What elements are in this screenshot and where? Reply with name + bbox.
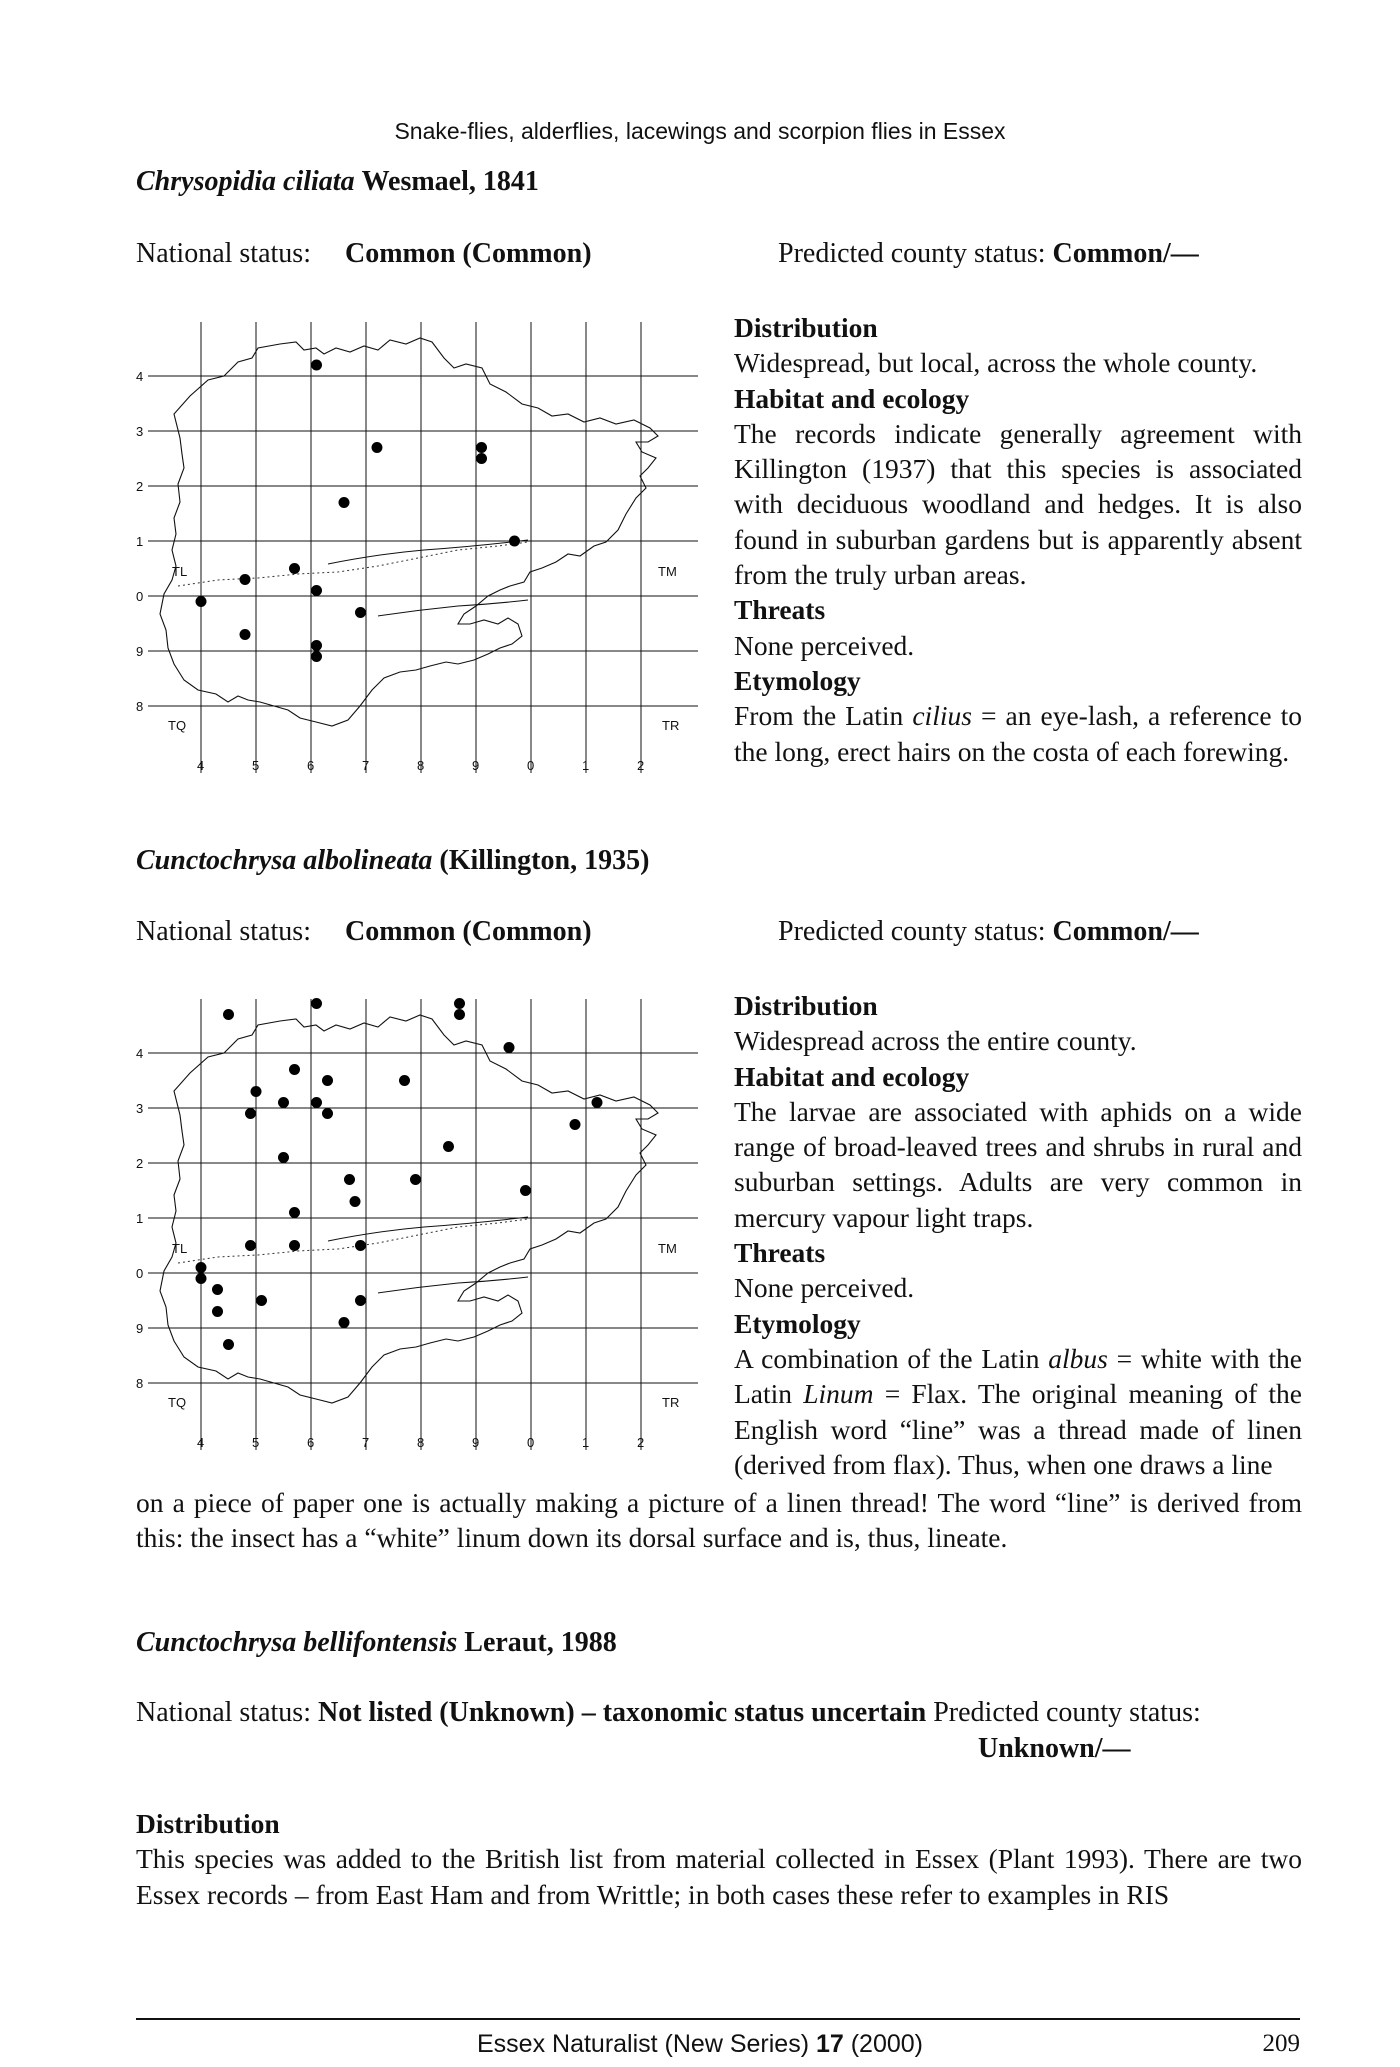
species-text [734, 310, 1302, 769]
record-dot [289, 1207, 300, 1218]
running-head: Snake-flies, alderflies, lacewings and scorpion flies in Essex [394, 118, 1006, 144]
record-dot [311, 1097, 322, 1108]
record-dot [509, 536, 520, 547]
journal-footer: Essex Naturalist (New Series) 17 (2000) [476, 2030, 923, 2058]
record-dot [372, 442, 383, 453]
record-dot [355, 1240, 366, 1251]
record-dot [311, 360, 322, 371]
etymology-part: From the Latin [734, 700, 913, 732]
record-dot [278, 1097, 289, 1108]
species-author: (Killington, 1935) [439, 845, 650, 876]
record-dot [520, 1185, 531, 1196]
record-dot [504, 1042, 515, 1053]
county-status-row [778, 238, 1199, 270]
estuary-line [378, 600, 528, 616]
record-dot [240, 574, 251, 585]
habitat-text: The records indicate generally agreement with Killington (1937) that this species is associated with deciduous woodland and hedges. It is also found in suburban gardens but is apparently absent from the truly urban areas. [734, 417, 1302, 591]
x-tick-label: 1 [582, 758, 590, 773]
etymology-continuation: on a piece of paper one is actually making a picture of a linen thread! The word “line” is derived from this: the insect has a “white” linum down its dorsal surface and is, thus, lineate. [136, 1487, 1302, 1554]
y-tick-label: 3 [136, 1101, 144, 1116]
distribution-heading: Distribution [734, 990, 878, 1021]
etymology-heading: Etymology [734, 1307, 861, 1339]
species-title [136, 1627, 617, 1659]
species-author: Wesmael, 1841 [361, 166, 539, 197]
y-tick-label: 0 [136, 1266, 144, 1281]
habitat-heading: Habitat and ecology [734, 1060, 970, 1092]
threats-heading: Threats [734, 1237, 826, 1269]
national-status-label: National status: [136, 916, 311, 947]
y-tick-label: 2 [136, 1156, 144, 1171]
species-author: Leraut, 1988 [464, 1627, 617, 1658]
record-dot [570, 1119, 581, 1130]
record-dot [443, 1141, 454, 1152]
x-tick-label: 5 [252, 1435, 260, 1450]
species-text [734, 988, 1302, 1482]
county-status-label: Predicted county status: [933, 1697, 1201, 1728]
etymology-latin-word: albus [1048, 1342, 1108, 1374]
x-tick-label: 2 [637, 1435, 645, 1450]
x-tick-label: 5 [252, 758, 260, 773]
y-tick-label: 4 [136, 369, 144, 384]
national-status-value: Common (Common) [344, 238, 592, 269]
x-tick-label: 6 [307, 1435, 315, 1450]
grid-square-label: TL [172, 1241, 188, 1256]
x-tick-label: 0 [527, 1435, 535, 1450]
estuary-line [328, 1217, 528, 1241]
grid-square-label: TM [658, 1241, 677, 1256]
national-status-value: Not listed (Unknown) – taxonomic status uncertain [317, 1697, 927, 1728]
threats-text: None perceived. [734, 1272, 915, 1304]
record-dot [355, 607, 366, 618]
etymology-latin-word: Linum [803, 1378, 874, 1410]
county-status-label: Predicted county status: [778, 238, 1046, 269]
national-status-value: Common (Common) [344, 916, 592, 947]
national-status-label: National status: [136, 238, 311, 269]
record-dot [476, 453, 487, 464]
x-tick-label: 4 [197, 1435, 205, 1450]
distribution-text: Widespread, but local, across the whole county. [734, 347, 1258, 379]
species-name: Chrysopidia ciliata [136, 166, 355, 197]
species-title [136, 166, 539, 198]
x-tick-label: 7 [362, 758, 370, 773]
record-dot [350, 1196, 361, 1207]
county-outline [160, 1015, 658, 1403]
county-status-value: Common/— [1052, 238, 1199, 269]
etymology-part: A combination of the Latin [734, 1342, 1049, 1374]
footer-rule [136, 2018, 1300, 2020]
species-title [136, 845, 649, 877]
etymology-part: = Flax. The original meaning of the English word “line” was a thread made of linen (derived from flax). Thus, when one draws a line [734, 1378, 1302, 1480]
grid-square-label: TQ [168, 1395, 187, 1410]
record-dot [196, 596, 207, 607]
record-dot [223, 1009, 234, 1020]
estuary-line [378, 1277, 528, 1293]
grid-square-label: TM [658, 564, 677, 579]
distribution-map-svg [128, 995, 708, 1465]
grid-square-label: TR [662, 718, 680, 733]
national-status-label: National status: [136, 1697, 311, 1728]
record-dot [256, 1295, 267, 1306]
distribution-heading: Distribution [136, 1808, 280, 1839]
grid-square-label: TR [662, 1395, 680, 1410]
distribution-map [128, 995, 708, 1470]
distribution-map [128, 318, 708, 793]
habitat-heading: Habitat and ecology [734, 382, 970, 414]
y-tick-label: 1 [136, 1211, 144, 1226]
record-dot [344, 1174, 355, 1185]
x-tick-label: 7 [362, 1435, 370, 1450]
record-dot [251, 1086, 262, 1097]
record-dot [240, 629, 251, 640]
record-dot [196, 1273, 207, 1284]
y-tick-label: 4 [136, 1046, 144, 1061]
distribution-map-svg [128, 318, 708, 788]
x-tick-label: 4 [197, 758, 205, 773]
y-tick-label: 8 [136, 699, 144, 714]
record-dot [245, 1108, 256, 1119]
species-text [136, 1806, 1302, 1912]
county-status-label: Predicted county status: [778, 916, 1046, 947]
y-tick-label: 0 [136, 589, 144, 604]
y-tick-label: 3 [136, 424, 144, 439]
record-dot [223, 1339, 234, 1350]
record-dot [196, 1262, 207, 1273]
y-tick-label: 9 [136, 644, 144, 659]
record-dot [245, 1240, 256, 1251]
county-status-value: Common/— [1052, 916, 1199, 947]
record-dot [212, 1306, 223, 1317]
record-dot [410, 1174, 421, 1185]
etymology-text [734, 698, 1302, 769]
record-dot [339, 1317, 350, 1328]
etymology-part: = an eye-lash, a reference to the long, erect hairs on the costa of each forewing. [734, 700, 1302, 767]
etymology-latin-word: cilius [912, 700, 972, 732]
y-tick-label: 2 [136, 479, 144, 494]
record-dot [311, 651, 322, 662]
record-dot [399, 1075, 410, 1086]
national-status-row [136, 916, 592, 948]
record-dot [592, 1097, 603, 1108]
y-tick-label: 8 [136, 1376, 144, 1391]
record-dot [311, 998, 322, 1009]
county-outline [160, 338, 658, 726]
record-dot [278, 1152, 289, 1163]
national-status-row [136, 238, 592, 270]
record-dot [212, 1284, 223, 1295]
county-status-row [778, 916, 1199, 948]
threats-text: None perceived. [734, 629, 915, 661]
record-dot [289, 1064, 300, 1075]
record-dot [322, 1108, 333, 1119]
threats-heading: Threats [734, 594, 826, 626]
x-tick-label: 0 [527, 758, 535, 773]
grid-square-label: TL [172, 564, 188, 579]
etymology-text [734, 1341, 1302, 1482]
record-dot [355, 1295, 366, 1306]
record-dot [454, 1009, 465, 1020]
etymology-heading: Etymology [734, 664, 861, 696]
y-tick-label: 9 [136, 1321, 144, 1336]
habitat-text: The larvae are associated with aphids on a wide range of broad-leaved trees and shrubs in rural and suburban settings. Adults are very common in mercury vapour light traps. [734, 1095, 1302, 1233]
distribution-text: Widespread across the entire county. [734, 1025, 1137, 1057]
distribution-text: This species was added to the British list from material collected in Essex (Plant 1993). There are two Essex records – from East Ham and from Writtle; in both cases these refer to examples in RIS [136, 1843, 1302, 1910]
y-tick-label: 1 [136, 534, 144, 549]
x-tick-label: 9 [472, 758, 480, 773]
record-dot [311, 585, 322, 596]
grid-square-label: TQ [168, 718, 187, 733]
distribution-heading: Distribution [734, 312, 878, 343]
county-status-value: Unknown/— [978, 1733, 1131, 1764]
national-status-row [136, 1697, 1302, 1729]
record-dot [311, 640, 322, 651]
record-dot [289, 1240, 300, 1251]
x-tick-label: 9 [472, 1435, 480, 1450]
record-dot [454, 998, 465, 1009]
x-tick-label: 2 [637, 758, 645, 773]
x-tick-label: 6 [307, 758, 315, 773]
x-tick-label: 8 [417, 758, 425, 773]
species-name: Cunctochrysa albolineata [136, 845, 433, 876]
x-tick-label: 8 [417, 1435, 425, 1450]
etymology-part: = white with the Latin [734, 1342, 1302, 1410]
record-dot [289, 563, 300, 574]
estuary-line [328, 540, 528, 564]
record-dot [322, 1075, 333, 1086]
species-name: Cunctochrysa bellifontensis [136, 1627, 458, 1658]
page-number: 209 [1262, 2030, 1300, 2057]
record-dot [476, 442, 487, 453]
x-tick-label: 1 [582, 1435, 590, 1450]
record-dot [339, 497, 350, 508]
